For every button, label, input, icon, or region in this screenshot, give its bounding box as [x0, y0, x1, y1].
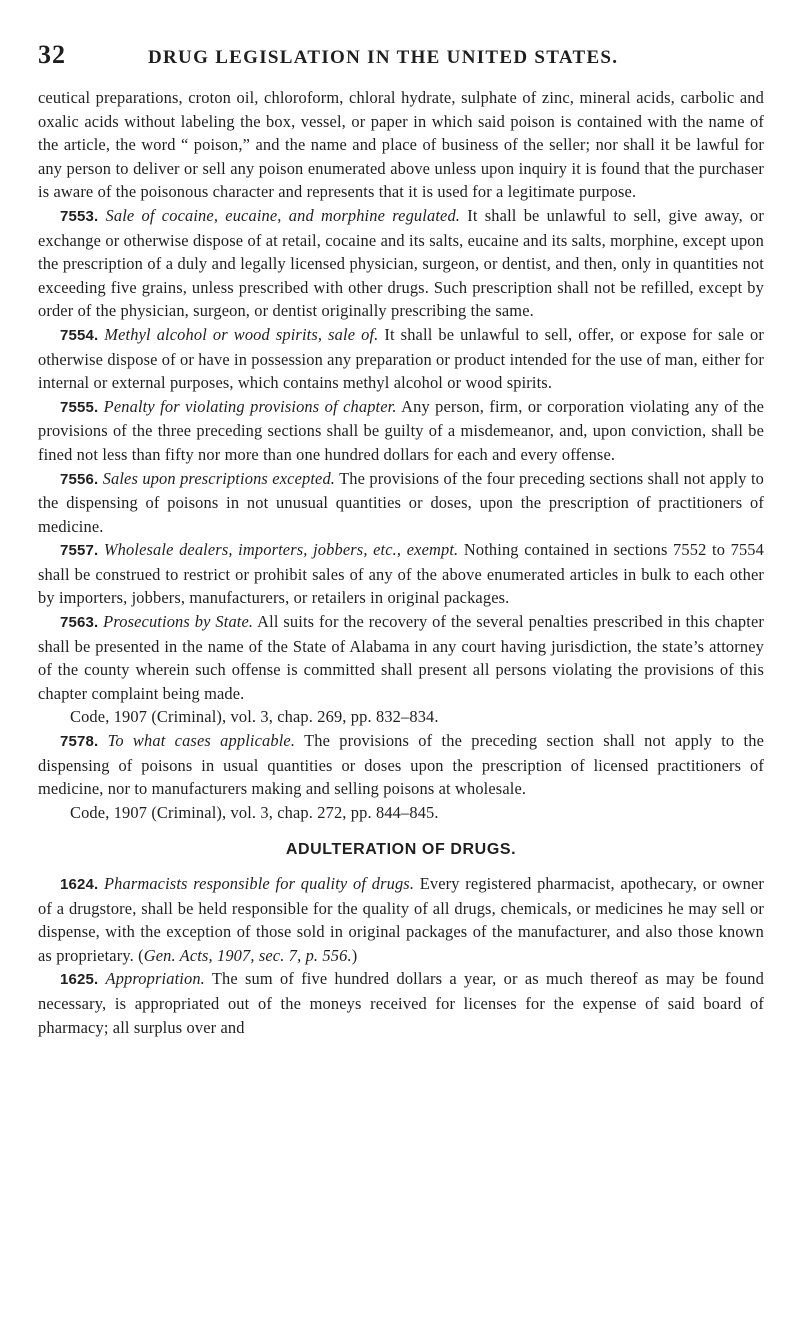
section-number: 7556. — [60, 470, 99, 488]
section-7578 — [38, 729, 764, 801]
body-text — [38, 86, 764, 1039]
section-7554 — [38, 323, 764, 395]
page-number: 32 — [38, 40, 66, 69]
page-header — [38, 40, 764, 68]
section-heading: ADULTERATION OF DRUGS. — [285, 841, 517, 859]
section-number: 1625. — [60, 971, 99, 989]
section-number: 7578. — [60, 733, 99, 751]
running-title: DRUG LEGISLATION IN THE UNITED STATES. — [148, 47, 619, 68]
section-7555 — [38, 395, 764, 467]
section-text: The provisions of the four preceding sections shall not apply to the dispensing of poisons in not unusual quantities or doses, upon the prescription of practitioners of medicine. — [38, 468, 764, 536]
section-number: 1624. — [60, 876, 99, 893]
section-title: To what cases applicable. — [107, 731, 296, 751]
section-text: Any person, firm, or corporation violating any of the provisions of the three preceding sections shall be guilty of a misdemeanor, and, upon conviction, shall be fined not less than fifty nor more than one hundred dollars for each and every offense. — [38, 396, 764, 464]
section-title: Appropriation. — [105, 969, 205, 989]
section-number: 7553. — [60, 207, 99, 225]
section-number: 7563. — [60, 614, 99, 632]
code-citation: Code, 1907 (Criminal), vol. 3, chap. 272, pp. 844–845. — [70, 802, 439, 822]
code-citation: Code, 1907 (Criminal), vol. 3, chap. 269, pp. 832–834. — [70, 707, 439, 727]
section-title: Penalty for violating provisions of chapter. — [103, 396, 397, 416]
section-text: Every registered pharmacist, apothecary, or owner of a drugstore, shall be held responsible for the quality of all drugs, chemicals, or medicines he may sell or dispense, with the exception of those sold in original packages of the manufacturer, and also those known as proprietary. ( — [38, 874, 764, 965]
section-text-end: ) — [351, 945, 358, 965]
section-title: Wholesale dealers, importers, jobbers, etc., exempt. — [103, 540, 459, 560]
section-text: It shall be unlawful to sell, give away, or exchange or otherwise dispose of at retail, cocaine and its salts, eucaine and its salts, morphine, except upon the prescription of a duly and legally licensed physician, surgeon, or dentist, and then, only in quantities not exceeding five grains, unless prescribed with other drugs. Such prescription shall not be refilled, except by order of the physician, surgeon, or dentist originally prescribing the same. — [38, 205, 764, 321]
section-1625 — [38, 967, 764, 1039]
section-title: Pharmacists responsible for quality of drugs. — [103, 874, 415, 893]
section-text: Nothing contained in sections 7552 to 7554 shall be construed to restrict or prohibit sales of any of the above enumerated articles in bulk to each other by importers, jobbers, manufacturers, or retailers in original packages. — [38, 540, 764, 608]
section-text: The provisions of the preceding section shall not apply to the dispensing of poisons in usual quantities or doses upon the prescription of licensed practitioners of medicine, nor to manufacturers making and selling poisons at wholesale. — [38, 731, 765, 799]
section-text: All suits for the recovery of the several penalties prescribed in this chapter shall be presented in the name of the State of Alabama in any court having jurisdiction, the state’s attorney of the county wherein such offense is committed shall present all persons violating the provisions of this chapter complaint being made. — [38, 612, 764, 703]
section-title: Prosecutions by State. — [103, 612, 254, 632]
section-number: 7554. — [60, 326, 99, 344]
section-title: Sale of cocaine, eucaine, and morphine regulated. — [105, 205, 461, 225]
section-1624 — [38, 872, 764, 967]
paragraph-continuation: ceutical preparations, croton oil, chloroform, chloral hydrate, sulphate of zinc, mineral acids, carbolic and oxalic acids without labeling the box, vessel, or paper in which said poison is contained with the name of the article, the word “ poison,” and the name and place of business of the seller; nor shall it be lawful for any person to deliver or sell any poison enumerated above unless upon inquiry it is found that the purchaser is aware of the poisonous character and represents that it is used for a legitimate purpose. — [38, 88, 764, 202]
section-number: 7557. — [60, 542, 99, 560]
section-text: The sum of five hundred dollars a year, or as much thereof as may be found necessary, is appropriated out of the moneys received for licenses for the expense of said board of pharmacy; all surplus over and — [38, 969, 764, 1037]
act-reference: Gen. Acts, 1907, sec. 7, p. 556. — [143, 945, 352, 965]
section-title: Sales upon prescriptions excepted. — [102, 468, 336, 488]
section-title: Methyl alcohol or wood spirits, sale of. — [104, 324, 379, 344]
section-7563 — [38, 610, 764, 705]
section-text: It shall be unlawful to sell, offer, or expose for sale or otherwise dispose of or have in possession any preparation or product intended for the use of man, either for internal or external purposes, which contains methyl alcohol or wood spirits. — [38, 324, 764, 393]
section-7557 — [38, 538, 764, 610]
section-number: 7555. — [60, 398, 99, 416]
section-7556 — [38, 467, 764, 539]
section-7553 — [38, 204, 764, 323]
